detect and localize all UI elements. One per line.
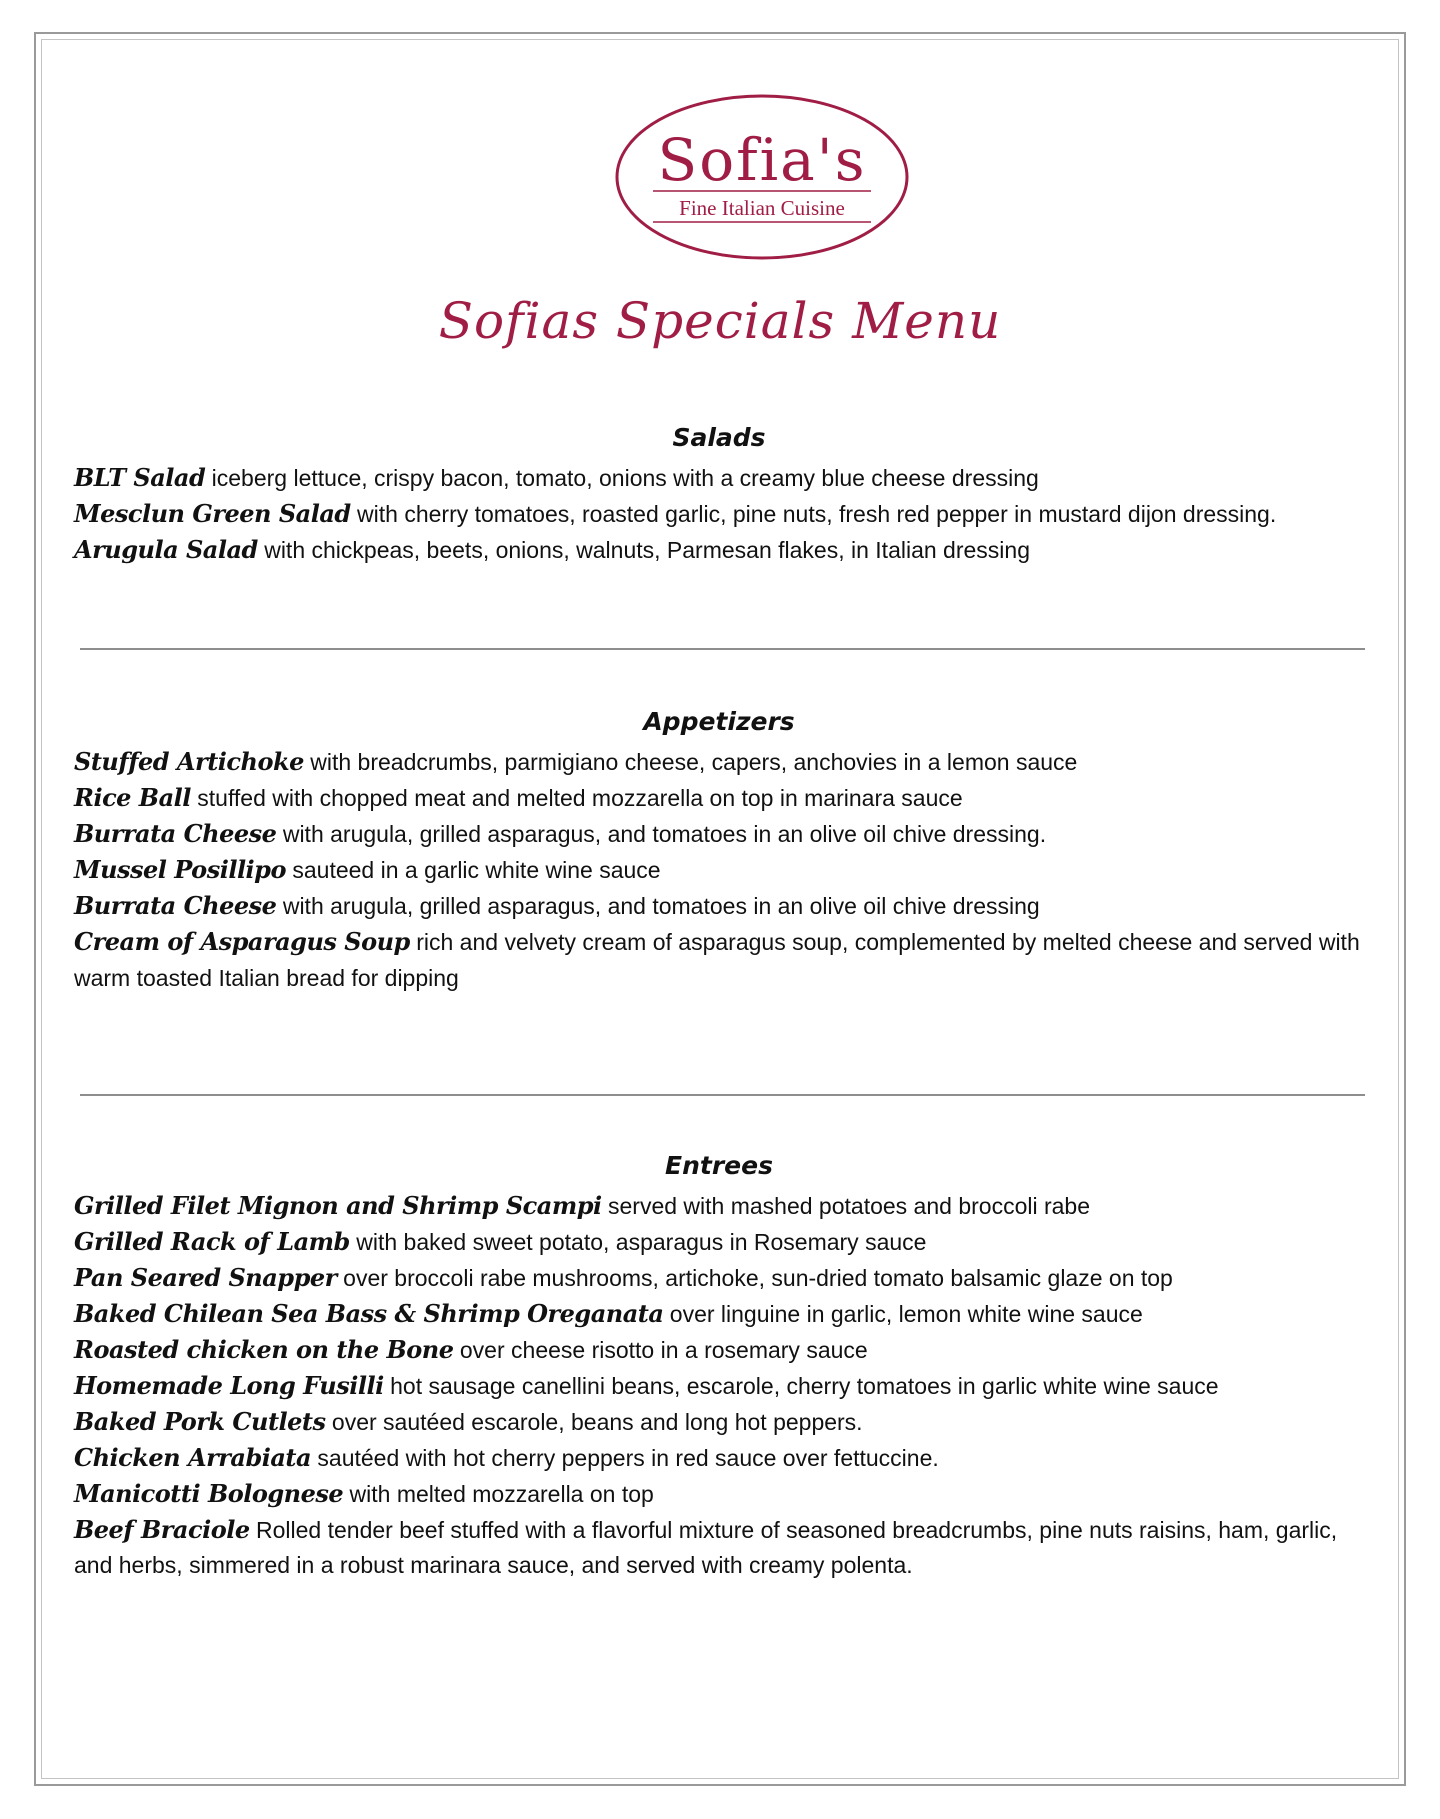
menu-item [74, 924, 1364, 996]
menu-item-name: Burrata Cheese [74, 819, 277, 848]
section-heading: Appetizers [643, 707, 795, 736]
section-heading: Entrees [665, 1151, 773, 1180]
menu-item-description: sauteed in a garlic white wine sauce [292, 857, 661, 883]
menu-item [74, 1296, 1364, 1332]
menu-item-name: Baked Pork Cutlets [74, 1407, 326, 1436]
appetizers-list [74, 744, 1364, 996]
appetizers-section [74, 707, 1364, 996]
section-heading: Salads [672, 423, 766, 452]
menu-item-name: Burrata Cheese [74, 891, 277, 920]
salads-section [74, 423, 1364, 568]
menu-item-name: Pan Seared Snapper [74, 1263, 337, 1292]
menu-item-description: with baked sweet potato, asparagus in Rosemary sauce [356, 1229, 927, 1255]
menu-item-name: BLT Salad [74, 463, 206, 492]
menu-item-name: Grilled Filet Mignon and Shrimp Scampi [74, 1191, 602, 1220]
menu-item-name: Cream of Asparagus Soup [74, 927, 410, 956]
menu-item-name: Arugula Salad [74, 535, 258, 564]
menu-item-name: Chicken Arrabiata [74, 1443, 312, 1472]
menu-item [74, 852, 1364, 888]
menu-item [74, 1368, 1364, 1404]
menu-item-name: Roasted chicken on the Bone [74, 1335, 454, 1364]
section-divider [80, 648, 1365, 650]
menu-item-name: Mussel Posillipo [74, 855, 286, 884]
menu-item-name: Stuffed Artichoke [74, 747, 304, 776]
menu-item-description: with cherry tomatoes, roasted garlic, pine nuts, fresh red pepper in mustard dijon dressing. [357, 501, 1277, 527]
menu-item-name: Manicotti Bolognese [74, 1479, 344, 1508]
menu-item-description: over broccoli rabe mushrooms, artichoke, sun-dried tomato balsamic glaze on top [343, 1265, 1173, 1291]
menu-item-description: Rolled tender beef stuffed with a flavorful mixture of seasoned breadcrumbs, pine nuts raisins, ham, garlic, and herbs, simmered in a robust marinara sauce, and served with creamy polenta. [74, 1517, 1338, 1578]
menu-item-name: Rice Ball [74, 783, 191, 812]
menu-item-name: Homemade Long Fusilli [74, 1371, 384, 1400]
menu-item-description: stuffed with chopped meat and melted mozzarella on top in marinara sauce [197, 785, 963, 811]
menu-item-description: sautéed with hot cherry peppers in red sauce over fettuccine. [317, 1445, 939, 1471]
menu-item-name: Baked Chilean Sea Bass & Shrimp Oreganata [74, 1299, 664, 1328]
logo-name: Sofia's [657, 126, 867, 194]
menu-item [74, 744, 1364, 780]
menu-item-description: with melted mozzarella on top [349, 1481, 654, 1507]
menu-item-name: Mesclun Green Salad [74, 499, 351, 528]
menu-item [74, 460, 1364, 496]
salads-list [74, 460, 1364, 568]
logo-tagline: Fine Italian Cuisine [679, 196, 845, 220]
menu-item [74, 532, 1364, 568]
menu-item-description: over cheese risotto in a rosemary sauce [459, 1337, 868, 1363]
menu-item [74, 816, 1364, 852]
section-divider [80, 1094, 1365, 1096]
menu-item [74, 780, 1364, 816]
menu-item-description: iceberg lettuce, crispy bacon, tomato, onions with a creamy blue cheese dressing [211, 465, 1039, 491]
menu-item-description: hot sausage canellini beans, escarole, cherry tomatoes in garlic white wine sauce [390, 1373, 1219, 1399]
menu-item [74, 1440, 1364, 1476]
menu-item [74, 1476, 1364, 1512]
menu-title: Sofias Specials Menu [438, 292, 1002, 350]
menu-item-description: served with mashed potatoes and broccoli rabe [608, 1193, 1091, 1219]
menu-item-description: with arugula, grilled asparagus, and tomatoes in an olive oil chive dressing [282, 893, 1040, 919]
menu-item-description: with arugula, grilled asparagus, and tomatoes in an olive oil chive dressing. [282, 821, 1047, 847]
menu-item [74, 1404, 1364, 1440]
menu-item-description: over sautéed escarole, beans and long hot peppers. [331, 1409, 863, 1435]
menu-item [74, 1260, 1364, 1296]
entrees-section [74, 1151, 1364, 1583]
menu-item-name: Beef Braciole [74, 1515, 250, 1544]
menu-item [74, 1332, 1364, 1368]
menu-item [74, 1512, 1364, 1583]
menu-item-description: over linguine in garlic, lemon white wine sauce [669, 1301, 1143, 1327]
entrees-list [74, 1188, 1364, 1583]
restaurant-logo [613, 92, 911, 262]
menu-item-name: Grilled Rack of Lamb [74, 1227, 350, 1256]
menu-item-description: rich and velvety cream of asparagus soup, complemented by melted cheese and served with warm toasted Italian bread for dipping [74, 929, 1360, 991]
menu-item-description: with chickpeas, beets, onions, walnuts, Parmesan flakes, in Italian dressing [264, 537, 1030, 563]
menu-item [74, 496, 1364, 532]
menu-item-description: with breadcrumbs, parmigiano cheese, capers, anchovies in a lemon sauce [310, 749, 1078, 775]
menu-item [74, 1188, 1364, 1224]
menu-item [74, 888, 1364, 924]
menu-item [74, 1224, 1364, 1260]
